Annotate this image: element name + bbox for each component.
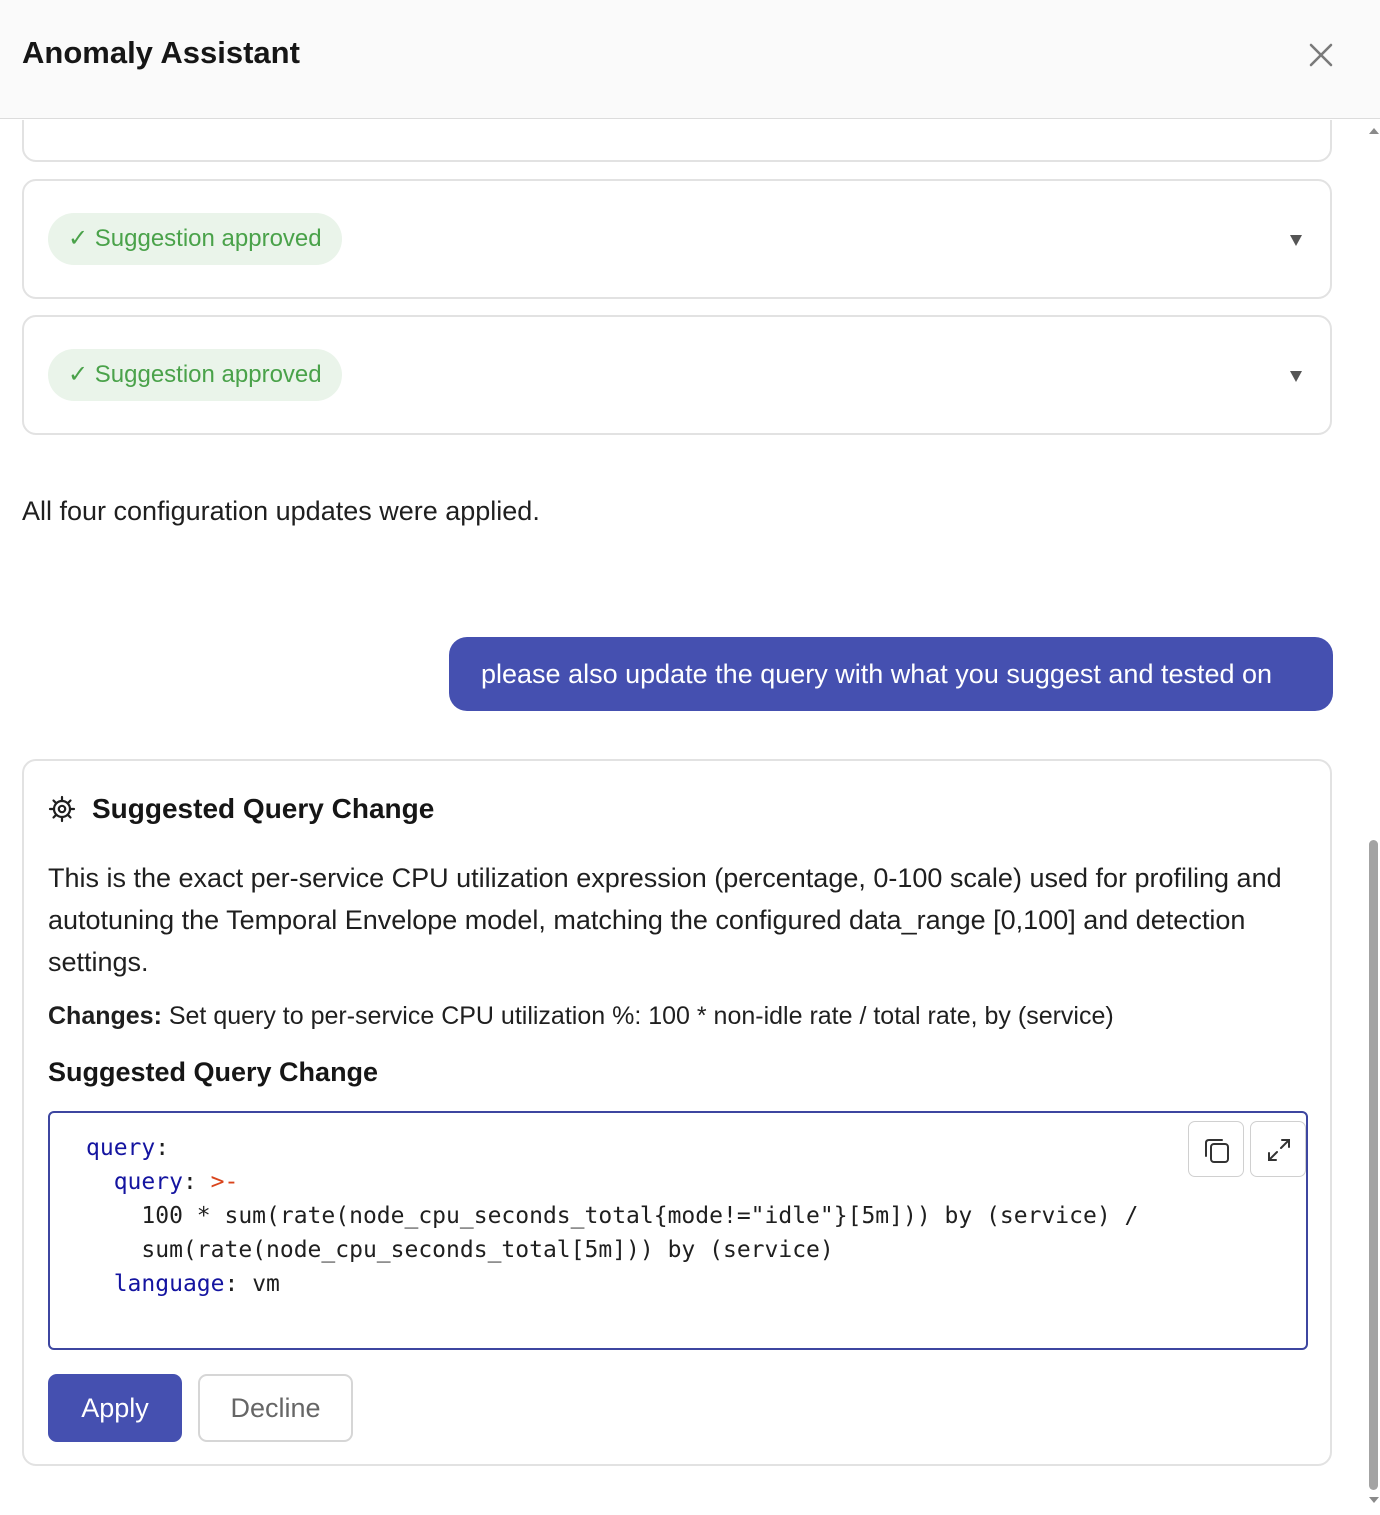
- expand-caret-icon[interactable]: [1290, 371, 1302, 382]
- copy-button[interactable]: [1188, 1121, 1244, 1177]
- scrollbar-thumb[interactable]: [1369, 840, 1378, 1490]
- expand-icon: [1265, 1136, 1293, 1164]
- copy-icon: [1203, 1136, 1231, 1164]
- chat-scroll-area[interactable]: [0, 120, 1366, 1515]
- code-expression-line: sum(rate(node_cpu_seconds_total[5m])) by (service): [141, 1237, 834, 1263]
- scroll-up-arrow-icon[interactable]: [1369, 128, 1379, 134]
- approved-badge: ✓ Suggestion approved: [48, 213, 342, 265]
- code-content[interactable]: query: query: >- 100 * sum(rate(node_cpu_seconds_total{mode!="idle"}[5m])) by (service) / sum(rate(node_cpu_seconds_total[5m])) by (service) language: vm: [86, 1135, 1139, 1297]
- approved-badge: ✓ Suggestion approved: [48, 349, 342, 401]
- suggestion-card: [22, 759, 1332, 1466]
- dialog-title: Anomaly Assistant: [22, 35, 300, 70]
- suggestion-changes: [48, 1002, 1298, 1031]
- close-icon: [1302, 36, 1340, 74]
- expand-button[interactable]: [1250, 1121, 1306, 1177]
- close-button[interactable]: [1302, 36, 1340, 74]
- apply-button[interactable]: Apply: [48, 1374, 182, 1442]
- code-key: language: [113, 1271, 225, 1297]
- dialog-header: [0, 0, 1380, 119]
- assistant-summary: All four configuration updates were applied.: [22, 496, 540, 526]
- scroll-down-arrow-icon[interactable]: [1369, 1497, 1379, 1503]
- suggestion-title: Suggested Query Change: [92, 793, 435, 824]
- code-operator: >-: [210, 1169, 239, 1195]
- suggestion-subtitle: Suggested Query Change: [48, 1057, 379, 1087]
- scrollbar[interactable]: [1366, 120, 1380, 1515]
- changes-label: Changes:: [48, 1002, 162, 1030]
- changes-text: Set query to per-service CPU utilization %: 100 * non-idle rate / total rate, by (service): [161, 1002, 1114, 1030]
- suggestion-description: This is the exact per-service CPU utilization expression (percentage, 0-100 scale) used for profiling and autotuning the Temporal Envelope model, matching the configured data_range [0,100] and detection settings.: [48, 863, 1282, 977]
- code-key: query: [86, 1135, 156, 1161]
- code-expression-line: 100 * sum(rate(node_cpu_seconds_total{mode!="idle"}[5m])) by (service) /: [141, 1203, 1139, 1229]
- user-message: please also update the query with what you suggest and tested on: [449, 637, 1333, 711]
- decline-button[interactable]: Decline: [198, 1374, 353, 1442]
- expand-caret-icon[interactable]: [1290, 235, 1302, 246]
- code-key: query: [113, 1169, 183, 1195]
- approval-card-partial: [22, 120, 1332, 162]
- approval-card[interactable]: [22, 179, 1332, 299]
- gear-icon: [48, 795, 76, 823]
- code-value: vm: [252, 1271, 280, 1297]
- code-block[interactable]: [48, 1111, 1308, 1350]
- approval-card[interactable]: [22, 315, 1332, 435]
